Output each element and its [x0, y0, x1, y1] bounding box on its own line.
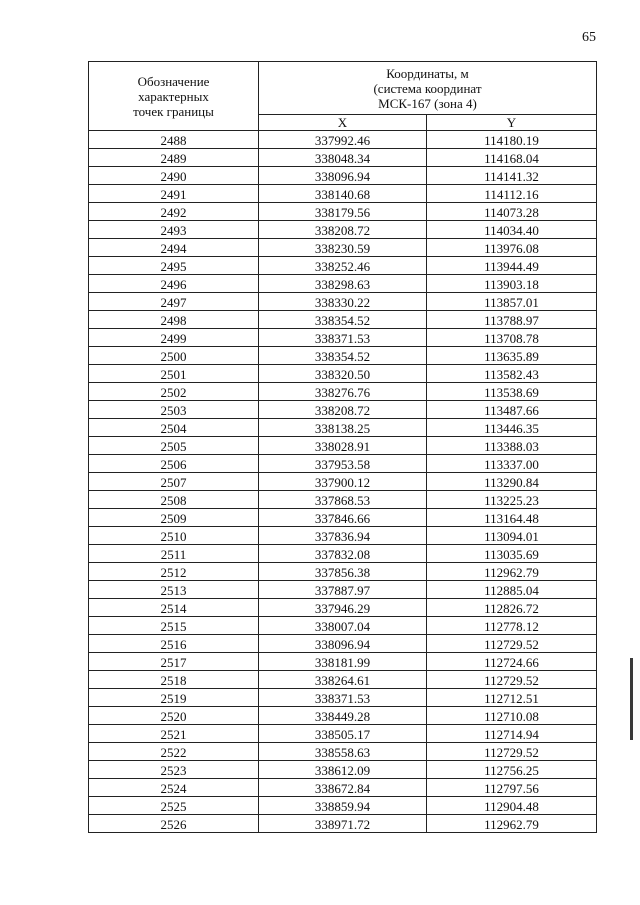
- table-row: [89, 257, 597, 275]
- y-cell: 113582.43: [427, 365, 597, 383]
- table-row: [89, 131, 597, 149]
- table-row: [89, 437, 597, 455]
- point-cell: 2503: [89, 401, 259, 419]
- point-cell: 2501: [89, 365, 259, 383]
- x-cell: 338208.72: [259, 401, 427, 419]
- table-row: [89, 545, 597, 563]
- table-row: [89, 329, 597, 347]
- y-cell: 112797.56: [427, 779, 597, 797]
- y-cell: 112729.52: [427, 743, 597, 761]
- point-cell: 2495: [89, 257, 259, 275]
- y-cell: 113290.84: [427, 473, 597, 491]
- table-row: [89, 185, 597, 203]
- table-header: [89, 62, 597, 131]
- y-cell: 112729.52: [427, 635, 597, 653]
- y-cell: 113976.08: [427, 239, 597, 257]
- x-cell: 338371.53: [259, 329, 427, 347]
- coords-header-line: Координаты, м: [386, 65, 469, 81]
- x-cell: 338330.22: [259, 293, 427, 311]
- y-cell: 113388.03: [427, 437, 597, 455]
- table-row: [89, 401, 597, 419]
- x-cell: 338264.61: [259, 671, 427, 689]
- table-row: [89, 347, 597, 365]
- y-cell: 112724.66: [427, 653, 597, 671]
- point-header-line: Обозначение: [137, 73, 210, 89]
- scan-edge-mark: [630, 658, 633, 740]
- x-cell: 337856.38: [259, 563, 427, 581]
- x-cell: 338354.52: [259, 347, 427, 365]
- point-cell: 2516: [89, 635, 259, 653]
- y-cell: 112962.79: [427, 563, 597, 581]
- table-row: [89, 311, 597, 329]
- x-cell: 337900.12: [259, 473, 427, 491]
- x-cell: 338276.76: [259, 383, 427, 401]
- table-row: [89, 707, 597, 725]
- table-row: [89, 653, 597, 671]
- y-cell: 112826.72: [427, 599, 597, 617]
- page-number: 65: [582, 30, 596, 45]
- table-row: [89, 203, 597, 221]
- table-row: [89, 365, 597, 383]
- x-cell: 338179.56: [259, 203, 427, 221]
- x-cell: 338505.17: [259, 725, 427, 743]
- x-column-header: X: [259, 115, 427, 131]
- point-cell: 2521: [89, 725, 259, 743]
- table-body: [89, 131, 597, 833]
- x-cell: 338140.68: [259, 185, 427, 203]
- x-cell: 338208.72: [259, 221, 427, 239]
- y-cell: 113708.78: [427, 329, 597, 347]
- point-cell: 2519: [89, 689, 259, 707]
- point-cell: 2502: [89, 383, 259, 401]
- y-cell: 113903.18: [427, 275, 597, 293]
- x-cell: 338096.94: [259, 167, 427, 185]
- x-cell: 337836.94: [259, 527, 427, 545]
- point-cell: 2523: [89, 761, 259, 779]
- y-cell: 113035.69: [427, 545, 597, 563]
- y-cell: 112778.12: [427, 617, 597, 635]
- x-cell: 338971.72: [259, 815, 427, 833]
- table-row: [89, 743, 597, 761]
- point-cell: 2524: [89, 779, 259, 797]
- y-cell: 113538.69: [427, 383, 597, 401]
- y-cell: 112756.25: [427, 761, 597, 779]
- x-cell: 337832.08: [259, 545, 427, 563]
- point-cell: 2493: [89, 221, 259, 239]
- point-cell: 2490: [89, 167, 259, 185]
- y-cell: 113337.00: [427, 455, 597, 473]
- y-cell: 112712.51: [427, 689, 597, 707]
- x-cell: 338048.34: [259, 149, 427, 167]
- y-cell: 112714.94: [427, 725, 597, 743]
- point-cell: 2507: [89, 473, 259, 491]
- x-cell: 338320.50: [259, 365, 427, 383]
- point-cell: 2515: [89, 617, 259, 635]
- point-cell: 2522: [89, 743, 259, 761]
- point-cell: 2520: [89, 707, 259, 725]
- y-cell: 113164.48: [427, 509, 597, 527]
- point-cell: 2492: [89, 203, 259, 221]
- table-row: [89, 275, 597, 293]
- point-cell: 2504: [89, 419, 259, 437]
- table-row: [89, 797, 597, 815]
- table-row: [89, 293, 597, 311]
- x-cell: 337992.46: [259, 131, 427, 149]
- point-cell: 2494: [89, 239, 259, 257]
- y-cell: 112885.04: [427, 581, 597, 599]
- table-row: [89, 671, 597, 689]
- table-row: [89, 635, 597, 653]
- x-cell: 338007.04: [259, 617, 427, 635]
- y-cell: 114168.04: [427, 149, 597, 167]
- y-column-header: Y: [427, 115, 597, 131]
- table-row: [89, 383, 597, 401]
- point-cell: 2488: [89, 131, 259, 149]
- point-cell: 2508: [89, 491, 259, 509]
- x-cell: 338096.94: [259, 635, 427, 653]
- x-cell: 337953.58: [259, 455, 427, 473]
- table-row: [89, 599, 597, 617]
- point-cell: 2505: [89, 437, 259, 455]
- x-cell: 338298.63: [259, 275, 427, 293]
- point-cell: 2526: [89, 815, 259, 833]
- x-cell: 338449.28: [259, 707, 427, 725]
- table-row: [89, 221, 597, 239]
- table-row: [89, 581, 597, 599]
- coords-header-line: МСК-167 (зона 4): [378, 95, 477, 111]
- point-cell: 2511: [89, 545, 259, 563]
- x-cell: 338672.84: [259, 779, 427, 797]
- y-cell: 113487.66: [427, 401, 597, 419]
- point-cell: 2510: [89, 527, 259, 545]
- table-row: [89, 527, 597, 545]
- x-cell: 338181.99: [259, 653, 427, 671]
- point-header-line: характерных: [138, 88, 209, 104]
- y-cell: 114112.16: [427, 185, 597, 203]
- point-cell: 2512: [89, 563, 259, 581]
- point-cell: 2499: [89, 329, 259, 347]
- y-cell: 112962.79: [427, 815, 597, 833]
- point-cell: 2496: [89, 275, 259, 293]
- x-cell: 338252.46: [259, 257, 427, 275]
- x-cell: 338558.63: [259, 743, 427, 761]
- y-cell: 112729.52: [427, 671, 597, 689]
- x-cell: 338138.25: [259, 419, 427, 437]
- table-row: [89, 689, 597, 707]
- x-cell: 338371.53: [259, 689, 427, 707]
- y-cell: 114034.40: [427, 221, 597, 239]
- point-cell: 2489: [89, 149, 259, 167]
- y-cell: 113094.01: [427, 527, 597, 545]
- x-cell: 338230.59: [259, 239, 427, 257]
- x-cell: 338354.52: [259, 311, 427, 329]
- point-cell: 2517: [89, 653, 259, 671]
- table-row: [89, 419, 597, 437]
- point-header-line: точек границы: [133, 103, 214, 119]
- y-cell: 112710.08: [427, 707, 597, 725]
- y-cell: 114141.32: [427, 167, 597, 185]
- point-cell: 2514: [89, 599, 259, 617]
- y-cell: 114073.28: [427, 203, 597, 221]
- y-cell: 113446.35: [427, 419, 597, 437]
- table-row: [89, 563, 597, 581]
- table-row: [89, 455, 597, 473]
- x-cell: 337887.97: [259, 581, 427, 599]
- coords-header-line: (система координат: [373, 80, 482, 96]
- point-cell: 2525: [89, 797, 259, 815]
- point-cell: 2518: [89, 671, 259, 689]
- y-cell: 113225.23: [427, 491, 597, 509]
- point-cell: 2491: [89, 185, 259, 203]
- coordinates-header: [259, 62, 597, 115]
- table-row: [89, 779, 597, 797]
- point-cell: 2500: [89, 347, 259, 365]
- y-cell: 112904.48: [427, 797, 597, 815]
- point-designation-header: [89, 62, 259, 131]
- point-cell: 2498: [89, 311, 259, 329]
- x-cell: 337946.29: [259, 599, 427, 617]
- table-row: [89, 239, 597, 257]
- table-row: [89, 725, 597, 743]
- point-cell: 2506: [89, 455, 259, 473]
- table-row: [89, 491, 597, 509]
- y-cell: 113635.89: [427, 347, 597, 365]
- table-row: [89, 617, 597, 635]
- point-cell: 2513: [89, 581, 259, 599]
- y-cell: 114180.19: [427, 131, 597, 149]
- x-cell: 338612.09: [259, 761, 427, 779]
- table-row: [89, 167, 597, 185]
- x-cell: 337846.66: [259, 509, 427, 527]
- x-cell: 338028.91: [259, 437, 427, 455]
- x-cell: 338859.94: [259, 797, 427, 815]
- table-row: [89, 509, 597, 527]
- y-cell: 113944.49: [427, 257, 597, 275]
- table-row: [89, 473, 597, 491]
- table-row: [89, 815, 597, 833]
- x-cell: 337868.53: [259, 491, 427, 509]
- y-cell: 113788.97: [427, 311, 597, 329]
- point-cell: 2509: [89, 509, 259, 527]
- coordinates-table: [88, 61, 597, 833]
- table-row: [89, 149, 597, 167]
- table-row: [89, 761, 597, 779]
- point-cell: 2497: [89, 293, 259, 311]
- y-cell: 113857.01: [427, 293, 597, 311]
